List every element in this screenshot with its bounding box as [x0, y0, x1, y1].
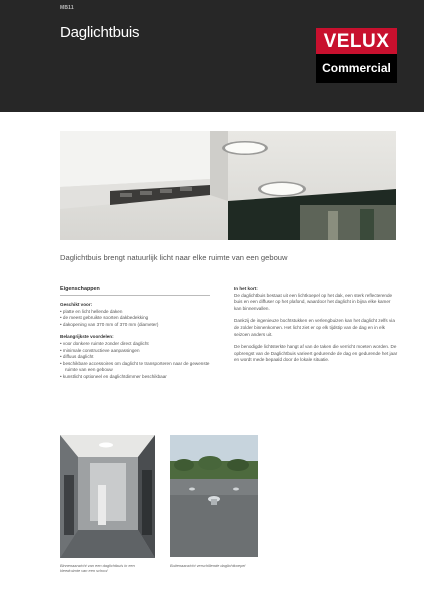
- summary-paragraph: De daglichtbuis bestaat uit een lichtkoepel op het dak, een sterk reflecterende buis en een diffuser op het plafond, waardoor het daglicht in bijna elke kamer kan binnenvallen.: [234, 292, 393, 311]
- summary-heading: In het kort:: [234, 286, 258, 291]
- summary-paragraph: Dankzij de ingenieuze bochtstukken en verlengbuizen kan het daglicht zelfs via de zolder binnenkomen. Het licht ziet er op elk tijdstip van de dag en in elk seizoen anders uit.: [234, 318, 395, 337]
- list-item: • dakopening van 370 mm of 370 mm (diameter): [60, 322, 220, 329]
- section-heading-eigenschappen: Eigenschappen: [60, 286, 100, 292]
- list-item: • minimale constructieve aanpassingen: [60, 348, 220, 355]
- section-divider: [60, 295, 210, 296]
- list-item: • kunstlicht optioneel en daglichtdimmer beschikbaar: [60, 374, 220, 381]
- list-item: • de meest gebruikte soorten dakbedekking: [60, 315, 220, 322]
- properties-column: [60, 302, 220, 387]
- tagline: Daglichtbuis brengt natuurlijk licht naar elke ruimte van een gebouw: [60, 253, 288, 262]
- header-band: [0, 0, 424, 112]
- logo-brand: VELUX: [316, 28, 397, 54]
- suitable-for-list: [60, 309, 220, 329]
- velux-commercial-logo: [316, 28, 397, 83]
- changing-room-illustration: [60, 435, 155, 558]
- suitable-for-heading: Geschikt voor:: [60, 302, 93, 307]
- list-item: • beschikbare accessoires om daglicht te transporteren naar de gewenste ruimte van een gebouw: [60, 361, 220, 374]
- list-item: • diffuus daglicht: [60, 354, 220, 361]
- summary-column: [234, 286, 398, 370]
- hero-ceiling-photo: [60, 131, 396, 240]
- document-code: MB11: [60, 5, 74, 11]
- summary-paragraph: De benodigde lichtsterkte hangt af van de taken die verricht moeten worden. De opbrengst van de Daglichtbuis varieert gedurende de dag en gedurende het jaar en wordt mede bepaald door de lokale situatie.: [234, 344, 398, 363]
- list-item: • voor donkere ruimte zonder direct daglicht: [60, 341, 220, 348]
- benefits-heading: Belangrijkste voordelen:: [60, 334, 114, 340]
- interior-changing-room-photo: [60, 435, 155, 558]
- hero-ceiling-illustration: [60, 131, 396, 240]
- exterior-roof-domes-photo: [170, 435, 258, 557]
- list-item: • platte en licht hellende daken: [60, 309, 220, 316]
- caption-right: Buitenaanzicht verschillende daglichtkoepel: [170, 563, 246, 568]
- caption-left: Binnenaanzicht van een daglichtbuis in een kleedruimte van een school: [60, 563, 135, 574]
- roof-domes-illustration: [170, 435, 258, 557]
- page-title: Daglichtbuis: [60, 24, 140, 41]
- logo-subtitle: Commercial: [316, 54, 397, 83]
- benefits-list: [60, 341, 220, 381]
